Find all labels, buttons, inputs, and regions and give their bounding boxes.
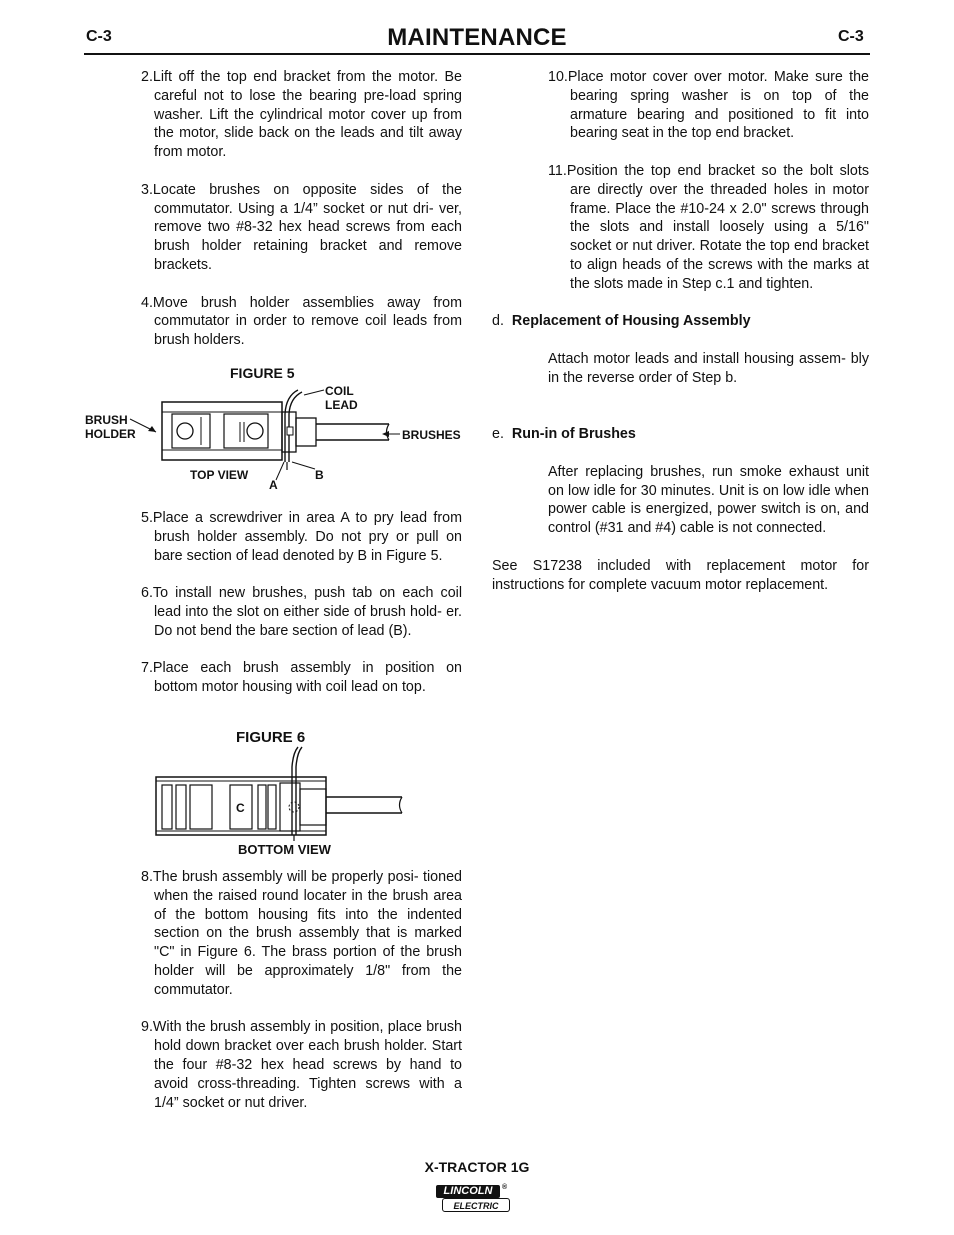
footer-model-name: X-TRACTOR 1G: [424, 1159, 530, 1175]
logo-registered-mark: ®: [502, 1184, 508, 1191]
coil-lead-line-1: COIL: [325, 384, 354, 398]
step-10: 10.Place motor cover over motor. Make sure the bearing spring washer is on top of the armature bearing and positioned to fit into bearing seat in the top end bracket.: [548, 69, 869, 142]
step-8: 8.The brush assembly will be properly posi- tioned when the raised round locater in the brush area of the bottom housing fits into the indented section on the brush assembly that is marked "C" in Figure 6. The brass portion of the brush holder will be approximately 1/8" from the commutator.: [141, 869, 462, 998]
section-e-text: After replacing brushes, run smoke exhaust unit on low idle for 30 minutes. Unit is on low idle when power cable is energized, power switch is on, and control (#31 and #4) cable is not connected.: [548, 463, 869, 537]
figure-5: [84, 362, 464, 490]
header-rule: [84, 53, 870, 55]
figure-6-bottom-view-label: BOTTOM VIEW: [238, 842, 331, 857]
right-column: [492, 68, 869, 594]
page-code-left: C-3: [86, 28, 112, 45]
page-title: MAINTENANCE: [387, 24, 567, 51]
step-6: 6.To install new brushes, push tab on each coil lead into the slot on either side of brush hold- er. Do not bend the bare section of lead (B).: [141, 585, 462, 639]
figure-5-brush-holder-label: [85, 413, 136, 441]
step-2: 2.Lift off the top end bracket from the motor. Be careful not to lose the bearing pre-load spring washer. Lift the cylindrical motor cover up from the motor, slide back on the leads and tilt away from motor.: [141, 69, 462, 161]
page-code-right: C-3: [838, 28, 864, 45]
left-column-bottom: [141, 868, 462, 1112]
closing-note: See S17238 included with replacement motor for instructions for complete vacuum motor replacement.: [492, 557, 869, 593]
section-d-heading: [492, 312, 869, 331]
figure-5-coil-lead-label: [325, 384, 358, 412]
figure-5-drawing: [84, 362, 464, 490]
figure-6-title: FIGURE 6: [236, 729, 306, 746]
figure-5-title: FIGURE 5: [230, 365, 295, 381]
step-9: 9.With the brush assembly in position, place brush hold down bracket over each brush holder. Start the four #8-32 hex head screws by hand to avoid cross-threading. Tighten screws with a 1/4” socket or nut driver.: [141, 1019, 462, 1111]
step-11: 11.Position the top end bracket so the bolt slots are directly over the threaded holes in motor frame. Place the #10-24 x 2.0" screws through the slots and install loosely using a 5/16" socket or nut driver. Rotate the top end bracket to align heads of the screws with the marks at the slots made in Step c.1 and tighten.: [548, 162, 869, 292]
step-3: 3.Locate brushes on opposite sides of the commutator. Using a 1/4” socket or nut dri- ver, remove two #8-32 hex head screws from each brush holder retaining bracket and remove brackets.: [141, 181, 462, 273]
lincoln-electric-logo: [436, 1185, 512, 1215]
step-7: 7.Place each brush assembly in position on bottom motor housing with coil lead on top.: [141, 660, 462, 696]
brush-holder-line-2: HOLDER: [85, 427, 136, 441]
brush-holder-line-1: BRUSH: [85, 413, 128, 427]
left-column: [141, 68, 462, 350]
coil-lead-line-2: LEAD: [325, 398, 358, 412]
step-4: 4.Move brush holder assemblies away from commutator in order to remove coil leads from brush holders.: [141, 294, 462, 349]
section-d-title: Replacement of Housing Assembly: [511, 313, 751, 330]
figure-5-top-view-label: TOP VIEW: [190, 468, 249, 482]
figure-6-drawing: [150, 727, 410, 861]
logo-bottom-text: ELECTRIC: [442, 1198, 510, 1212]
section-d-text: Attach motor leads and install housing assem- bly in the reverse order of Step b.: [548, 350, 869, 386]
section-e-letter: e.: [492, 426, 504, 443]
figure-5-label-b: B: [315, 468, 324, 482]
figure-6-label-c: C: [236, 801, 245, 815]
figure-5-brushes-label: BRUSHES: [402, 428, 461, 442]
section-d-letter: d.: [492, 313, 504, 330]
figure-6: [150, 727, 410, 861]
left-column-middle: [141, 509, 462, 697]
logo-top-text: LINCOLN: [436, 1185, 500, 1198]
section-e-title: Run-in of Brushes: [511, 426, 636, 443]
step-5: 5.Place a screwdriver in area A to pry lead from brush holder assembly. Do not pry or pull on bare section of lead denoted by B in Figure 5.: [141, 510, 462, 564]
section-e-heading: [492, 425, 869, 444]
figure-5-label-a: A: [269, 478, 278, 492]
